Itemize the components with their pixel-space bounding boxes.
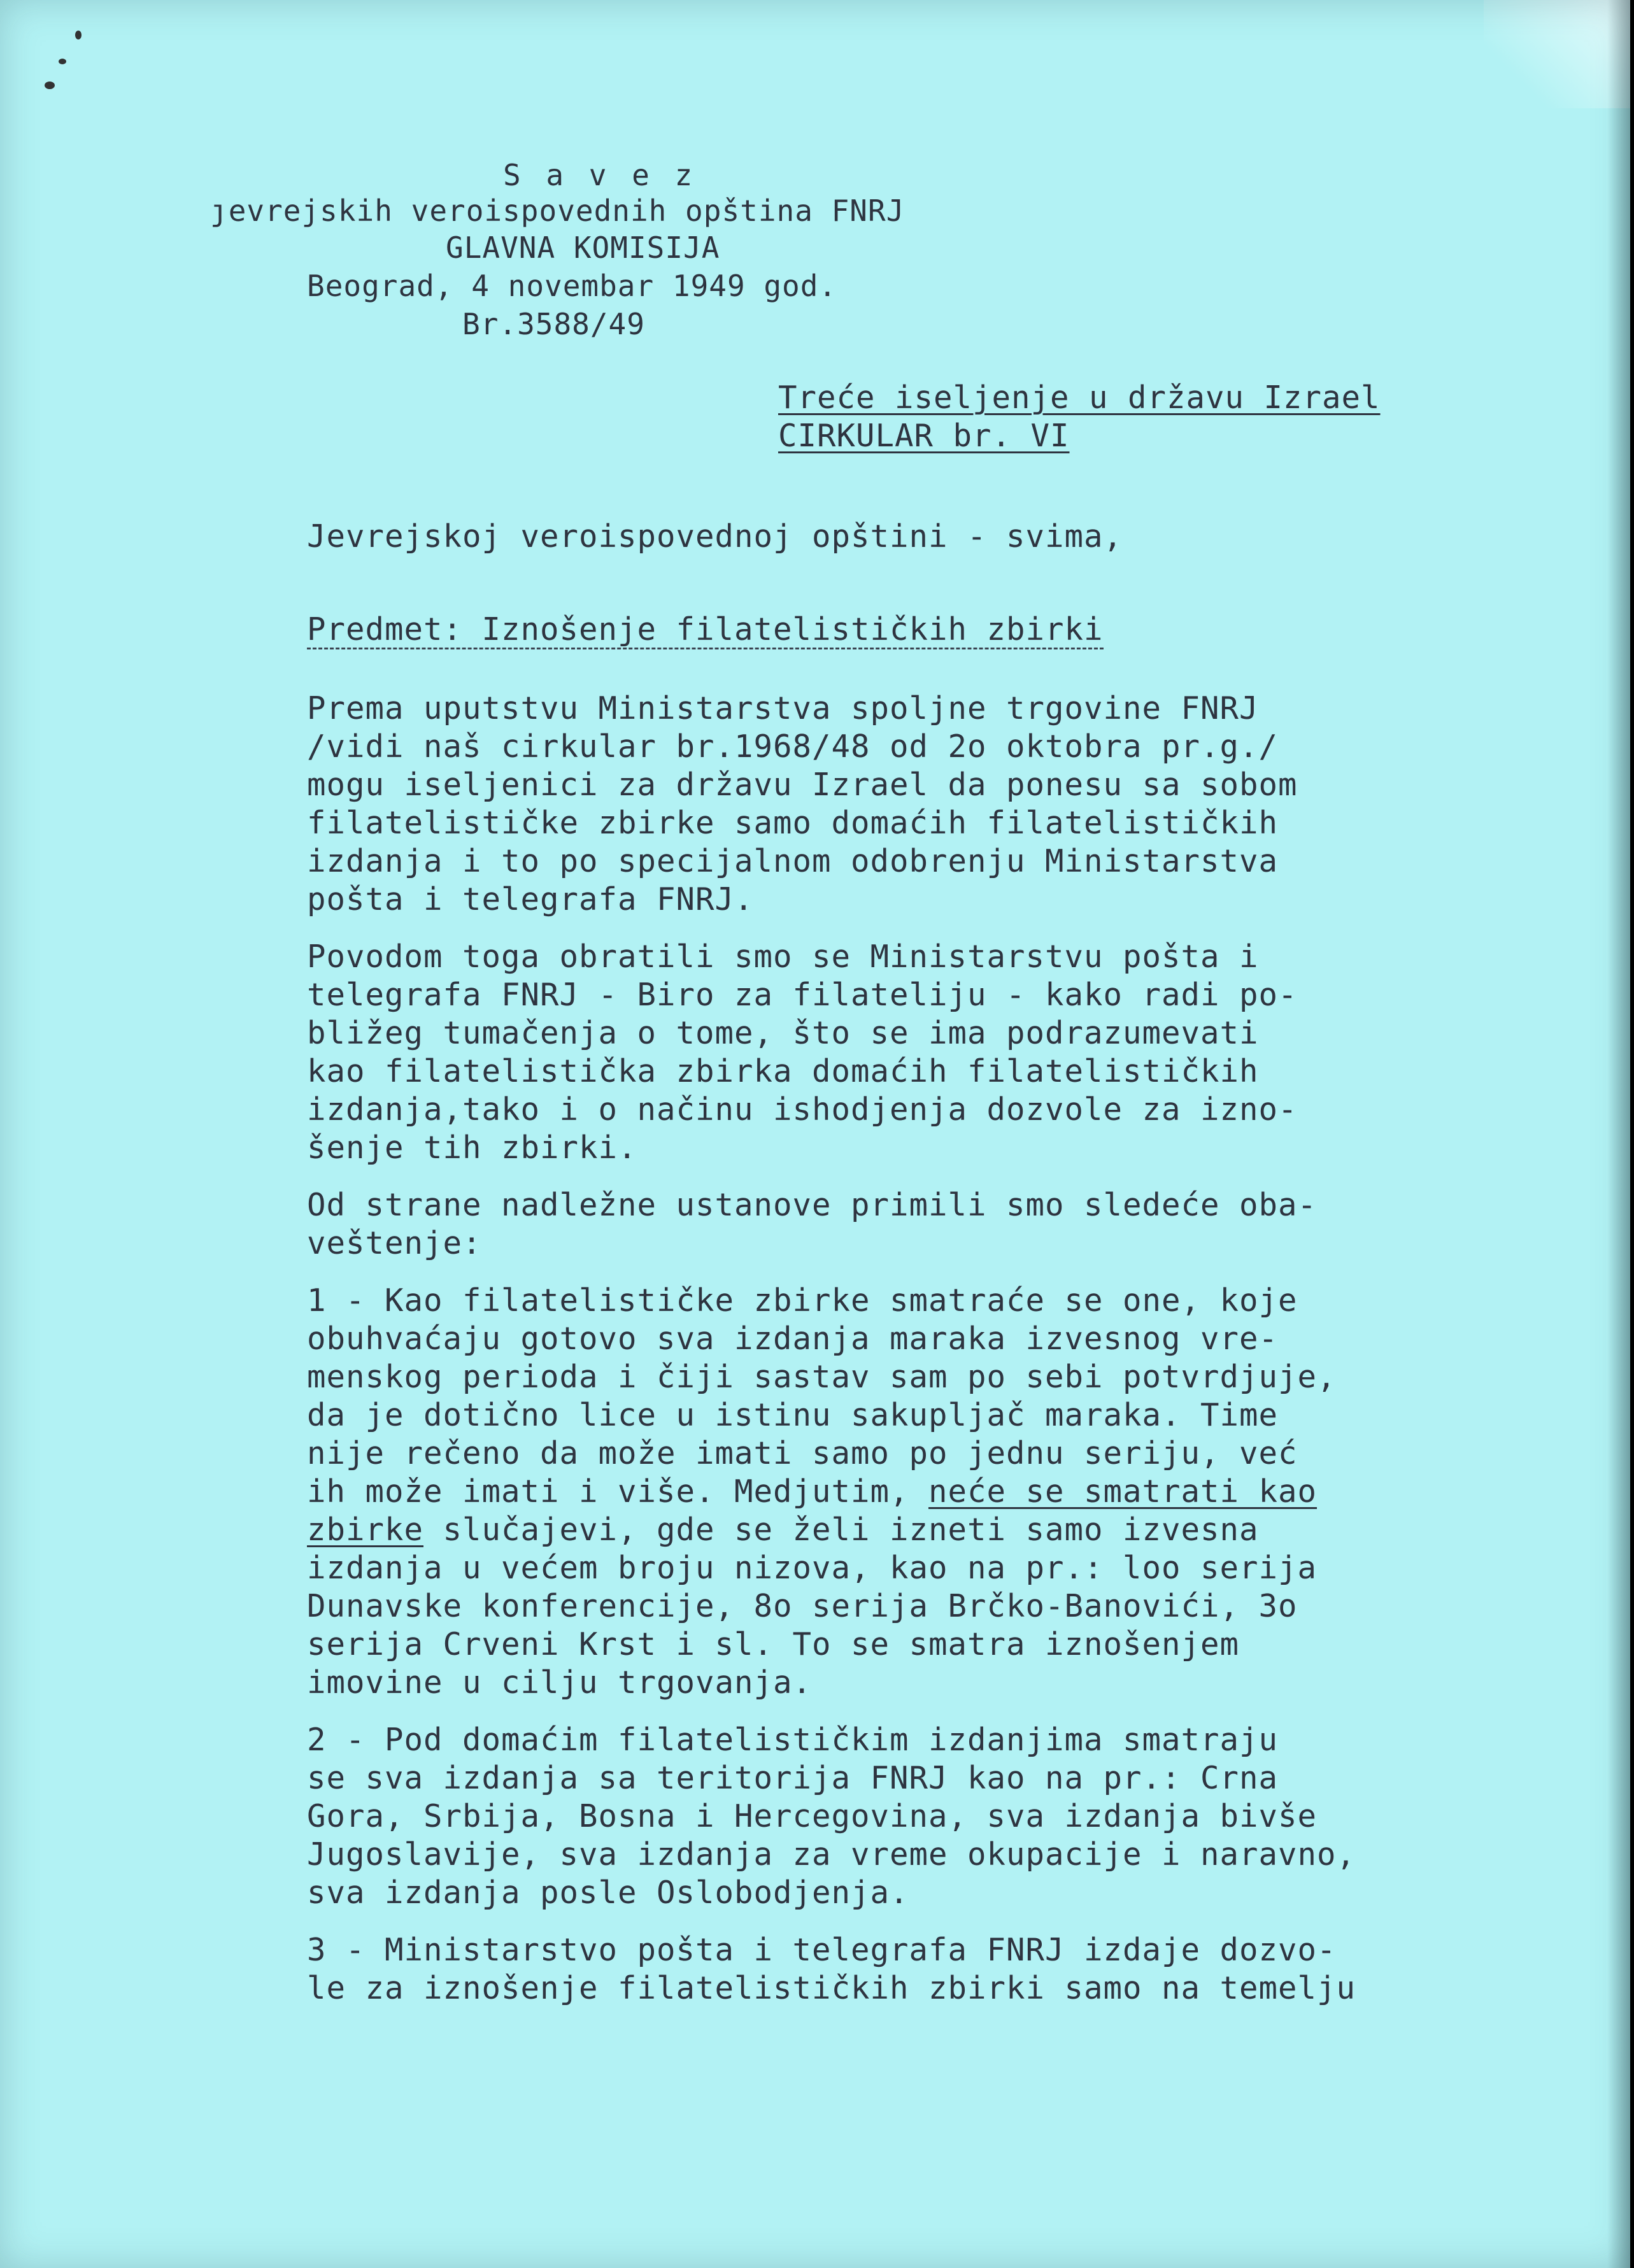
body-line: bližeg tumačenja o tome, što se ima podrazumevati [307, 1015, 1259, 1051]
body-line: Dunavske konferencije, 8o serija Brčko-Banovići, 3o [307, 1588, 1298, 1624]
ink-speck [75, 31, 82, 39]
ink-speck [59, 59, 66, 64]
body-line: Povodom toga obratili smo se Ministarstvu pošta i [307, 939, 1259, 975]
org-line-2: ȷevrejskih veroispovednih opština FNRJ [210, 194, 905, 228]
body-line: Prema uputstvu Ministarstva spoljne trgovine FNRJ [307, 690, 1259, 726]
body-line: pošta i telegrafa FNRJ. [307, 881, 754, 918]
body-line: Jugoslavije, sva izdanja za vreme okupacije i naravno, [307, 1836, 1356, 1873]
body-line: izdanja i to po specijalnom odobrenju Ministarstva [307, 843, 1279, 879]
body-line: veštenje: [307, 1225, 482, 1261]
body-line: imovine u cilju trgovanja. [307, 1664, 813, 1701]
body-text: ih može imati i više. Medjutim, [307, 1473, 929, 1510]
body-line: Od strane nadležne ustanove primili smo sledeće oba- [307, 1187, 1318, 1223]
ink-speck [45, 82, 55, 89]
subject-line: Predmet: Iznošenje filatelističkih zbirki [307, 614, 1104, 649]
body-line: menskog perioda i čiji sastav sam po sebi potvrdjuje, [307, 1359, 1337, 1395]
underlined-phrase: zbirke [307, 1512, 424, 1548]
org-line-3: GLAVNA KOMISIJA [446, 230, 720, 265]
body-line: 3 - Ministarstvo pošta i telegrafa FNRJ izdaje dozvo- [307, 1932, 1337, 1968]
body-text: slučajevi, gde se želi izneti samo izvesna [423, 1512, 1259, 1548]
body-line: šenje tih zbirki. [307, 1130, 637, 1166]
body-line: /vidi naš cirkular br.1968/48 od 2o oktobra pr.g./ [307, 728, 1279, 765]
body-line [307, 1512, 1259, 1548]
body-line: izdanja,tako i o načinu ishodjenja dozvole za izno- [307, 1091, 1298, 1128]
org-line-1: S a v e z [503, 158, 697, 192]
body-line: 2 - Pod domaćim filatelističkim izdanjima smatraju [307, 1722, 1279, 1758]
underlined-phrase: neće se smatrati kao [928, 1473, 1318, 1510]
date-line: Beograd, 4 novembar 1949 god. [307, 269, 837, 303]
reference-number: Br.3588/49 [462, 307, 645, 341]
body-line: Gora, Srbija, Bosna i Hercegovina, sva izdanja bivše [307, 1798, 1318, 1834]
body-line: da je dotično lice u istinu sakupljač maraka. Time [307, 1397, 1279, 1433]
body-line: obuhvaćaju gotovo sva izdanja maraka izvesnog vre- [307, 1321, 1279, 1357]
circular-title-line-1: Treće iseljenje u državu Izrael [778, 379, 1381, 416]
body-line: filatelističke zbirke samo domaćih filatelističkih [307, 805, 1279, 841]
body-line: kao filatelistička zbirka domaćih filatelističkih [307, 1053, 1259, 1089]
body-line: 1 - Kao filatelističke zbirke smatraće se one, koje [307, 1282, 1298, 1319]
body-line: serija Crveni Krst i sl. To se smatra iznošenjem [307, 1626, 1240, 1662]
circular-title-line-2: CIRKULAR br. VI [778, 418, 1070, 454]
body-line: izdanja u većem broju nizova, kao na pr.: loo serija [307, 1550, 1318, 1586]
body-line [307, 1473, 1318, 1510]
body-line: mogu iseljenici za državu Izrael da ponesu sa sobom [307, 767, 1298, 803]
body-line: le za iznošenje filatelističkih zbirki samo na temelju [307, 1970, 1356, 2006]
addressee: Jevrejskoj veroispovednoj opštini - svima, [307, 518, 1123, 555]
body-line: sva izdanja posle Oslobodjenja. [307, 1875, 909, 1911]
body-line: se sva izdanja sa teritorija FNRJ kao na pr.: Crna [307, 1760, 1279, 1796]
body-line: nije rečeno da može imati samo po jednu seriju, već [307, 1435, 1298, 1471]
body-line: telegrafa FNRJ - Biro za filateliju - kako radi po- [307, 977, 1298, 1013]
scan-edge-shadow [1573, 0, 1630, 2268]
